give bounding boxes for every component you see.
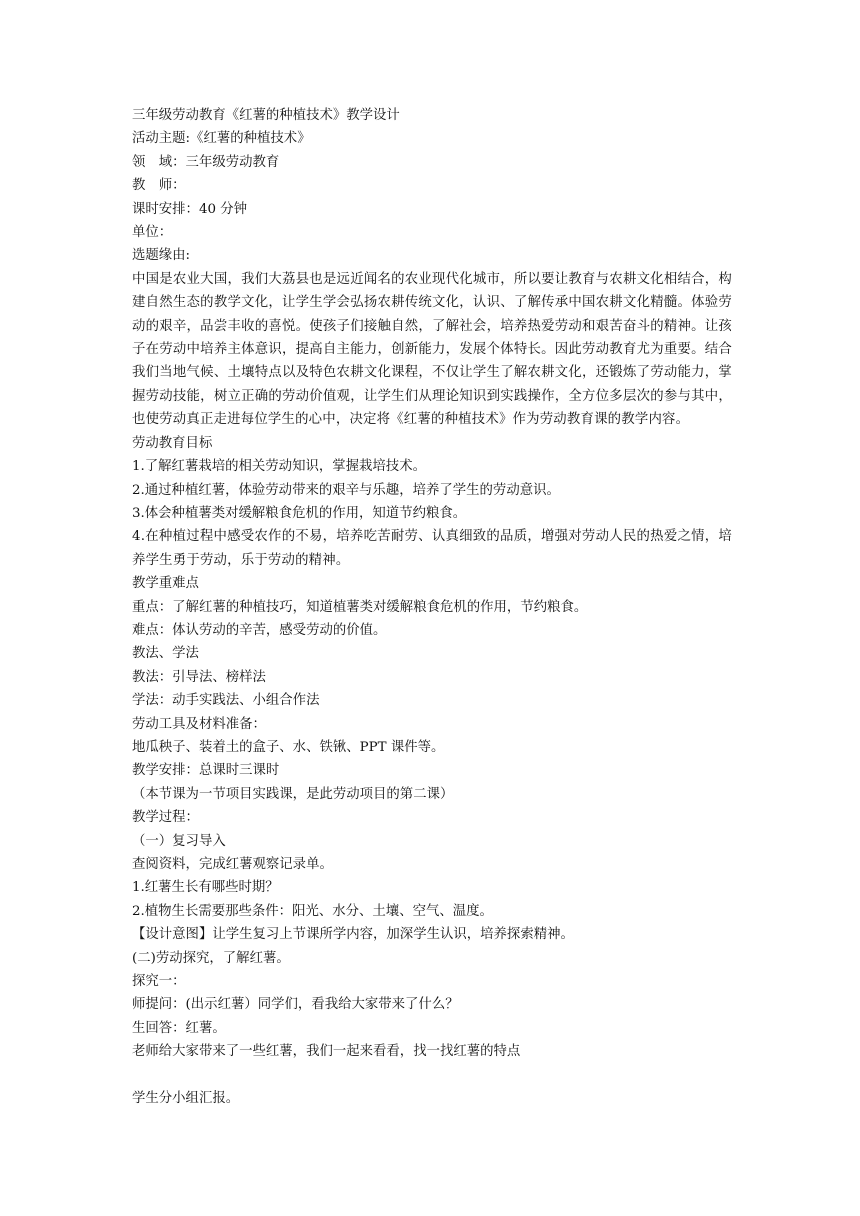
design-intent: 【设计意图】让学生复习上节课所学内容，加深学生认识，培养探索精神。 — [132, 927, 574, 943]
goal-item: 2.通过种植红薯，体验劳动带来的艰辛与乐趣，培养了学生的劳动意识。 — [132, 482, 560, 498]
blank-line — [132, 1064, 732, 1087]
schedule-note: （本节课为一节项目实践课，是此劳动项目的第二课） — [132, 786, 454, 802]
student-answer: 生回答：红薯。 — [132, 1020, 226, 1036]
key-point: 重点：了解红薯的种植技巧，知道植薯类对缓解粮食危机的作用，节约粮食。 — [132, 599, 588, 615]
step1-heading: （一）复习导入 — [132, 833, 226, 849]
teacher-intro: 老师给大家带来了一些红薯，我们一起来看看，找一找红薯的特点 — [132, 1044, 521, 1060]
activity-theme: 活动主题:《红薯的种植技术》 — [132, 131, 311, 147]
process-heading: 教学过程： — [132, 810, 199, 826]
field-line: 领 域：三年级劳动教育 — [132, 154, 280, 170]
goal-item: 3.体会种植薯类对缓解粮食危机的作用，知道节约粮食。 — [132, 505, 467, 521]
schedule-line: 教学安排：总课时三课时 — [132, 763, 280, 779]
goal-item: 4.在种植过程中感受农作的不易，培养吃苦耐劳、认真细致的品质，增强对劳动人民的热爱之情，培养学生勇于劳动，乐于劳动的精神。 — [132, 529, 732, 568]
unit-line: 单位： — [132, 225, 173, 241]
document-page — [132, 104, 732, 1110]
tools-list: 地瓜秧子、装着土的盒子、水、铁锹、PPT 课件等。 — [132, 739, 445, 755]
document-title: 三年级劳动教育《红薯的种植技术》教学设计 — [132, 108, 400, 123]
reason-heading: 选题缘由: — [132, 248, 191, 264]
goal-item: 1.了解红薯栽培的相关劳动知识，掌握栽培技术。 — [132, 459, 426, 475]
step1-question: 2.植物生长需要那些条件：阳光、水分、土壤、空气、温度。 — [132, 903, 493, 919]
method-heading: 教法、学法 — [132, 646, 199, 662]
duration-line: 课时安排：40 分钟 — [132, 201, 248, 217]
teacher-line: 教 师： — [132, 178, 186, 194]
tools-heading: 劳动工具及材料准备： — [132, 716, 266, 732]
explore-label: 探究一： — [132, 974, 186, 990]
reason-paragraph: 中国是农业大国，我们大荔县也是远近闻名的农业现代化城市，所以要让教育与农耕文化相结合，构建自然生态的教学文化，让学生学会弘扬农耕传统文化，认识、了解传承中国农耕文化精髓。体验劳动的艰辛，品尝丰收的喜悦。使孩子们接触自然，了解社会，培养热爱劳动和艰苦奋斗的精神。让孩子在劳动中培养主体意识，提高自主能力，创新能力，发展个体特长。因此劳动教育尤为重要。结合我们当地气候、土壤特点以及特色农耕文化课程，不仅让学生了解农耕文化，还锻炼了劳动能力，掌握劳动技能，树立正确的劳动价值观，让学生们从理论知识到实践操作，全方位多层次的参与其中，也使劳动真正走进每位学生的心中，决定将《红薯的种植技术》作为劳动教育课的教学内容。 — [132, 271, 732, 428]
difficult-point: 难点：体认劳动的辛苦，感受劳动的价值。 — [132, 622, 387, 638]
step2-heading: (二)劳动探究，了解红薯。 — [132, 950, 290, 966]
teacher-question: 师提问：(出示红薯）同学们，看我给大家带来了什么？ — [132, 997, 459, 1013]
step1-text: 查阅资料，完成红薯观察记录单。 — [132, 857, 333, 872]
learning-method: 学法：动手实践法、小组合作法 — [132, 693, 320, 709]
group-report: 学生分小组汇报。 — [132, 1091, 240, 1107]
goals-heading: 劳动教育目标 — [132, 435, 213, 451]
key-heading: 教学重难点 — [132, 576, 199, 592]
step1-question: 1.红薯生长有哪些时期？ — [132, 880, 279, 896]
teaching-method: 教法：引导法、榜样法 — [132, 669, 266, 685]
